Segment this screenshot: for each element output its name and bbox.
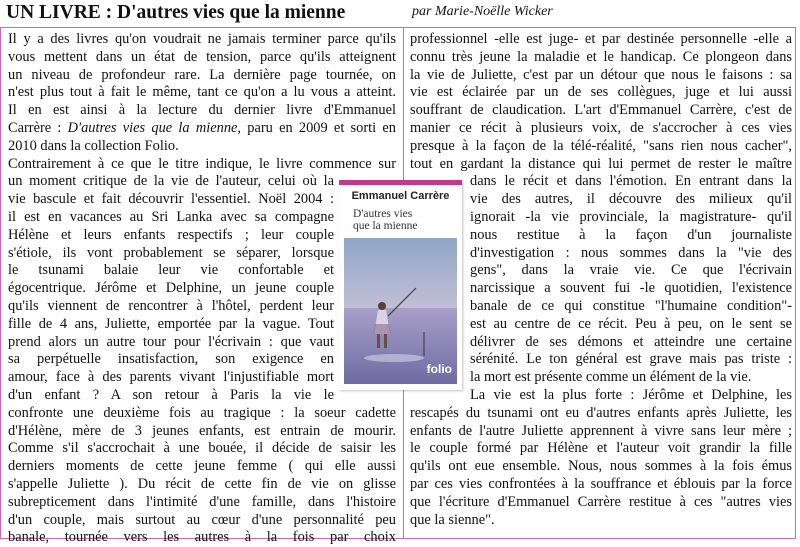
text-line: d'un enfant ? A son retour à Paris la vie le bbox=[8, 386, 334, 403]
book-cover bbox=[339, 180, 462, 390]
text-line: vie des autres, il découvre des milieux qu'il bbox=[470, 191, 792, 208]
text-line: Contrairement à ce que le titre indique, le livre commence sur bbox=[8, 155, 396, 172]
text-line: vie est éclairée par un de ses collègues, juge et lui aussi bbox=[410, 84, 792, 101]
text-line: s'étiole, ils vont probablement se séparer, lorsque bbox=[8, 244, 334, 261]
text-line: Il en est ainsi à la lecture du dernier livre d'Emmanuel bbox=[8, 102, 396, 119]
cover-stripe bbox=[339, 180, 462, 185]
text-line: prend alors un autre tour pour l'écrivain : que vaut bbox=[8, 333, 334, 350]
text-line: un moment critique de la vie de l'auteur, celui où la bbox=[8, 173, 334, 190]
article-heading bbox=[4, 0, 794, 24]
cover-author: Emmanuel Carrère bbox=[351, 190, 450, 202]
text-fragment: Carrère : bbox=[8, 119, 68, 136]
text-line: un niveau de profondeur rare. La dernière page tournée, on bbox=[8, 66, 396, 83]
text-line: d'investigation : nous sommes dans la "vie des bbox=[470, 244, 792, 261]
text-line: délivrer de ses démons et atteindre une certaine bbox=[470, 333, 792, 350]
text-line: le couple formé par Hélène et l'auteur voit grandir la fille bbox=[410, 440, 792, 457]
cover-publisher: folio bbox=[426, 362, 452, 376]
text-line: que la sienne". bbox=[410, 511, 495, 528]
text-line: qu'ils ont eue ensemble. Nous, nous sommes à la fois émus bbox=[410, 458, 792, 475]
text-line: banale de ce qui constitue "l'humaine condition"- bbox=[470, 297, 792, 314]
text-line: égocentrique. Jérôme et Delphine, un jeune couple bbox=[8, 280, 334, 297]
text-line: par ces vies confrontées à la souffrance et éblouis par la force bbox=[410, 475, 792, 492]
text-line: est au centre de ce récit. Peu à peu, on le sent se bbox=[470, 315, 792, 332]
text-line: La vie est la plus forte : Jérôme et Delphine, les bbox=[470, 386, 792, 403]
text-line: gens", dans la vraie vie. Ce que l'écrivain bbox=[470, 262, 792, 279]
left-column bbox=[8, 31, 396, 547]
text-line: vie bascule et fait découvrir l'essentiel. Noël 2004 : bbox=[8, 191, 334, 208]
text-line: Comme s'il s'accrochait à une bouée, il décide de saisir les bbox=[8, 440, 396, 457]
text-line: ignorait -la vie provinciale, la magistrature- qu'il bbox=[470, 208, 792, 225]
text-line: 2010 dans la collection Folio. bbox=[8, 137, 179, 154]
text-line: le tsunami balaie leur vie confortable et bbox=[8, 262, 334, 279]
text-line: souffrant de claudication. L'art d'Emmanuel Carrère, c'est de bbox=[410, 102, 792, 119]
text-line: vous mettent dans un état de tension, parce qu'ils atteignent bbox=[8, 48, 396, 65]
right-column bbox=[410, 31, 792, 529]
text-line: enfants de l'autre Juliette apprennent à vivre sans leur mère ; bbox=[410, 422, 792, 439]
text-line: Hélène et leurs enfants respectifs ; leur couple bbox=[8, 226, 334, 243]
text-line bbox=[8, 120, 396, 138]
text-line: il est en vacances au Sri Lanka avec sa compagne bbox=[8, 208, 334, 225]
text-line: amour, face à des parents vivant l'injustifiable mort bbox=[8, 369, 334, 386]
text-fragment: paru en 2009 et sorti en bbox=[241, 119, 396, 136]
text-line: Il y a des livres qu'on voudrait ne jamais terminer parce qu'ils bbox=[8, 31, 396, 47]
text-line: banale, tournée vers les autres à la fois par choix bbox=[8, 529, 396, 546]
article-byline: par Marie-Noëlle Wicker bbox=[412, 4, 553, 19]
paragraph-intro bbox=[8, 31, 396, 156]
text-line: connu très jeune la maladie et le handicap. Ce plongeon dans bbox=[410, 48, 792, 65]
text-line: tout en gardant la distance qui lui permet de rester le maître bbox=[410, 155, 792, 172]
cover-title-line: que la mienne bbox=[353, 220, 418, 232]
text-line: sérénité. Le ton général est grave mais pas triste : bbox=[470, 351, 792, 368]
text-line: s'appelle Juliette ). Du récit de cette fin de vie on glisse bbox=[8, 475, 396, 492]
text-line: que l'écriture d'Emmanuel Carrère restitue à ces "autres vies bbox=[410, 493, 792, 510]
text-line: d'un couple, mais surtout au cœur d'une personnalité peu bbox=[8, 511, 396, 528]
text-line: confronte une deuxième fois au tragique : la soeur cadette bbox=[8, 404, 396, 421]
article-title: UN LIVRE : D'autres vies que la mienne bbox=[6, 2, 346, 23]
text-line: nous restitue à la façon d'un journaliste bbox=[470, 226, 792, 243]
text-line: subrepticement dans l'intimité d'une famille, dans l'histoire bbox=[8, 493, 396, 510]
text-line: sa perpétuelle insatisfaction, son exigence en bbox=[8, 351, 334, 368]
text-line: qu'ils viennent de rencontrer à l'hôtel, perdent leur bbox=[8, 297, 334, 314]
text-line: n'est plus tout à fait le même, tant ce qu'on a lu vous a atteint. bbox=[8, 84, 396, 101]
text-line: la vie de Juliette, c'est par un détour que nous le faisons : sa bbox=[410, 66, 792, 83]
text-line: professionnel -elle est juge- et par destinée personnelle -elle a bbox=[410, 31, 792, 47]
text-line: narcissique a souvent fui -le quotidien, l'existence bbox=[470, 280, 792, 297]
text-line: dans le récit et dans l'émotion. En entrant dans la bbox=[470, 173, 792, 190]
book-title-italic: D'autres vies que la mienne, bbox=[67, 119, 242, 136]
text-line: manier ce récit à plusieurs voix, de s'accrocher à ces vies bbox=[410, 119, 792, 136]
text-line: rescapés du tsunami ont eu d'autres enfants après Juliette, les bbox=[410, 404, 792, 421]
text-line: derniers moments de cette jeune femme ( qui elle aussi bbox=[8, 458, 396, 475]
paragraph-conclusion bbox=[410, 387, 792, 529]
paragraph-story bbox=[8, 156, 396, 547]
cover-title bbox=[353, 208, 453, 232]
paragraph-review bbox=[410, 31, 792, 387]
text-line: fille de 4 ans, Juliette, emportée par la vague. Tout bbox=[8, 315, 334, 332]
text-line: la mort est présente comme un élément de la vie. bbox=[470, 369, 752, 386]
cover-title-line: D'autres vies bbox=[353, 208, 413, 220]
text-line: d'Hélène, mère de 3 jeunes enfants, est entrain de mourir. bbox=[8, 422, 396, 439]
text-line: presque à la façon de la télé-réalité, "sans rien nous cacher", bbox=[410, 137, 792, 154]
